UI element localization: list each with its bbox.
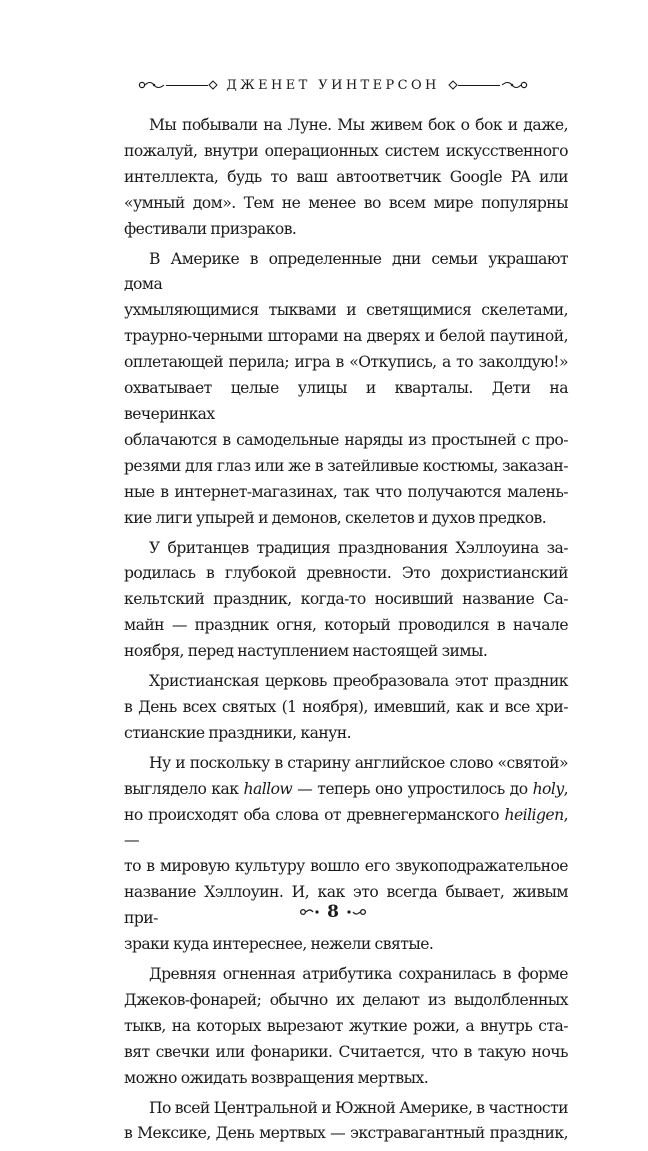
text-line: в День всех святых (1 ноября), имевший, как и все хри-: [124, 697, 568, 716]
text-line: траурно-черными шторами на дверях и белой паутиной,: [124, 327, 568, 346]
text-line: резями для глаз или же в затейливые костюмы, заказан-: [124, 456, 568, 475]
text-line: майн — праздник огня, который проводился в начале: [124, 616, 568, 635]
paragraph: [124, 1096, 568, 1148]
text-line: ухмыляющимися тыквами и светящимися скелетами,: [124, 301, 568, 320]
ornament-diamond-icon: [448, 80, 458, 90]
text-line: У британцев традиция празднования Хэллоуина за-: [149, 538, 568, 557]
page-number-block: [280, 900, 386, 924]
text-line: фестивали призраков.: [124, 219, 297, 238]
paragraph: [124, 962, 568, 1092]
paragraph: [124, 669, 568, 747]
text-line: «умный дом». Тем не менее во всем мире популярны: [124, 193, 568, 212]
text-run: выглядело как: [124, 779, 244, 798]
ornament-diamond-icon: [208, 80, 218, 90]
text-line: оплетающей перила; игра в «Откупись, а то заколдую!»: [124, 353, 568, 372]
text-line: Джеков-фонарей; обычно их делают из выдолбленных: [124, 990, 568, 1009]
text-line: По всей Центральной и Южной Америке, в частности: [149, 1098, 568, 1117]
text-line: Христианская церковь преобразовала этот праздник: [149, 672, 568, 691]
text-line: зраки куда интереснее, нежели святые.: [124, 935, 434, 954]
text-line: родилась в глубокой древности. Это дохристианский: [124, 564, 568, 583]
text-line: тыкв, на которых вырезают жуткие рожи, а внутрь ста-: [124, 1016, 568, 1035]
text-run: ,: [563, 779, 569, 798]
header-ornament-right: [448, 79, 528, 91]
text-line: ные в интернет-магазинах, так что получаются малень-: [124, 482, 568, 501]
text-line: Мы побывали на Луне. Мы живем бок о бок и даже,: [149, 116, 568, 134]
text-run: , —: [124, 805, 568, 850]
paragraph: [124, 536, 568, 666]
text-line: стианские праздники, канун.: [124, 723, 352, 742]
text-line: в Мексике, День мертвых — экстравагантный праздник,: [124, 1124, 568, 1143]
text-line: облачаются в самодельные наряды из простыней с про-: [124, 430, 568, 449]
paragraph: [124, 751, 568, 958]
ornament-swirl-right-icon: [345, 907, 367, 917]
text-line: охватывает целые улицы и кварталы. Дети на вечеринках: [124, 379, 568, 423]
text-line: [124, 777, 568, 803]
italic-word: heiligen: [504, 805, 564, 824]
paragraph: [124, 247, 568, 532]
text-line: название Хэллоуин. И, как это всегда бывает, живым при-: [124, 883, 568, 928]
text-line: интеллекта, будь то ваш автоответчик Google PA или: [124, 167, 568, 186]
body-text: [124, 113, 568, 1151]
text-line: можно ожидать возвращения мертвых.: [124, 1068, 429, 1087]
italic-word: hallow: [243, 779, 293, 798]
italic-word: holy: [532, 779, 564, 798]
ornament-swirl-right-icon: [500, 79, 528, 91]
text-line: кельтский праздник, когда-то носивший название Са-: [124, 590, 568, 609]
running-header: [138, 72, 528, 98]
running-head-author: ДЖЕНЕТ УИНТЕРСОН: [226, 77, 440, 93]
text-line: пожалуй, внутри операционных систем искусственного: [124, 141, 568, 160]
page-number: 8: [327, 902, 339, 922]
text-line: вят свечки или фонарики. Считается, что в такую ночь: [124, 1042, 568, 1061]
text-line: [124, 803, 568, 855]
text-line: Древняя огненная атрибутика сохранилась в форме: [149, 965, 568, 983]
text-line: Ну и поскольку в старину английское слово «святой»: [149, 753, 568, 772]
text-line: В Америке в определенные дни семьи украшают дома: [124, 249, 568, 294]
text-run: — теперь оно упростилось до: [292, 779, 533, 798]
text-line: ноября, перед наступлением настоящей зимы.: [124, 642, 488, 661]
text-line: то в мировую культуру вошло его звукоподражательное: [124, 857, 568, 876]
paragraph: [124, 113, 568, 243]
text-run: но происходят оба слова от древнегерманского: [124, 805, 505, 824]
ornament-swirl-left-icon: [138, 79, 166, 91]
text-line: кие лиги упырей и демонов, скелетов и духов предков.: [124, 508, 547, 527]
ornament-swirl-left-icon: [299, 907, 321, 917]
header-ornament-left: [138, 79, 218, 91]
